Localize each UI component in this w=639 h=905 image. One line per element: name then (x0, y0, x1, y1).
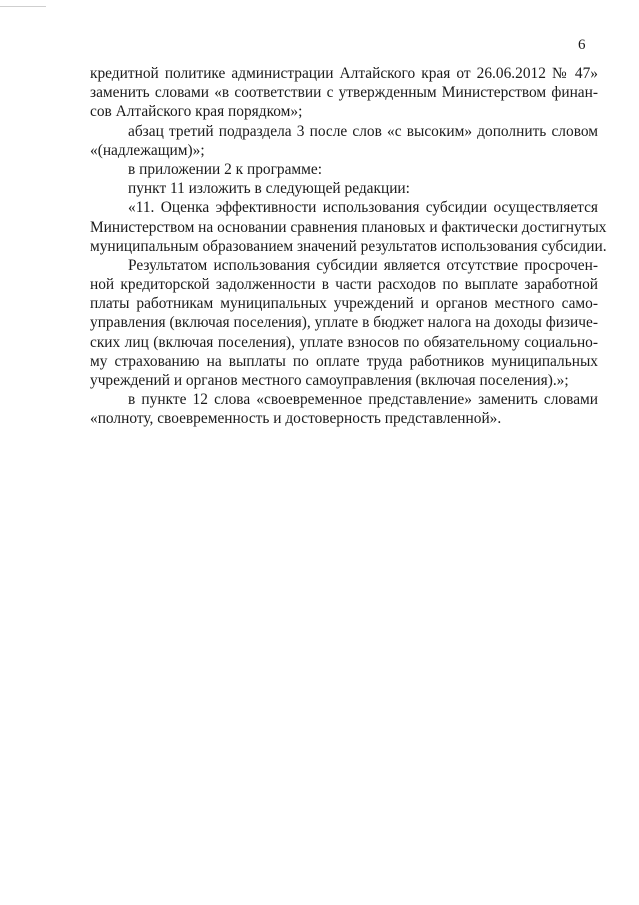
text-line: пункт 11 изложить в следующей редакции: (128, 180, 410, 198)
scan-edge-mark (0, 6, 46, 7)
text-line: Министерством на основании сравнения плановых и фактически достигнутых (90, 218, 607, 236)
text-line: «полноту, своевременность и достоверность представленной». (90, 410, 502, 428)
text-line: «11. Оценка эффективности использования субсидии осуществляется (128, 199, 598, 217)
text-line: ских лиц (включая поселения), уплате взносов по обязательному социально- (90, 333, 598, 351)
text-line: в приложении 2 к программе: (128, 160, 323, 178)
text-line: учреждений и органов местного самоуправления (включая поселения).»; (90, 372, 569, 389)
text-line: платы работникам муниципальных учреждений и органов местного само- (90, 295, 598, 313)
document-body (90, 64, 607, 429)
text-line: заменить словами «в соответствии с утвержденным Министерством финан- (90, 84, 598, 102)
text-line: «(надлежащим)»; (90, 141, 205, 159)
text-line: управления (включая поселения), уплате в бюджет налога на доходы физиче- (90, 314, 598, 332)
page-number: 6 (578, 37, 586, 53)
text-line: ной кредиторской задолженности в части расходов по выплате заработной (90, 276, 598, 294)
text-line: Результатом использования субсидии является отсутствие просрочен- (128, 256, 598, 274)
text-line: му страхованию на выплаты по оплате труда работников муниципальных (90, 352, 598, 370)
text-line: кредитной политике администрации Алтайского края от 26.06.2012 № 47» (90, 65, 598, 82)
text-line: абзац третий подраздела 3 после слов «с высоким» дополнить словом (128, 122, 598, 140)
text-line: в пункте 12 слова «своевременное представление» заменить словами (128, 391, 598, 409)
text-line: сов Алтайского края порядком»; (90, 103, 303, 121)
text-line: муниципальным образованием значений результатов использования субсидии. (90, 237, 607, 255)
